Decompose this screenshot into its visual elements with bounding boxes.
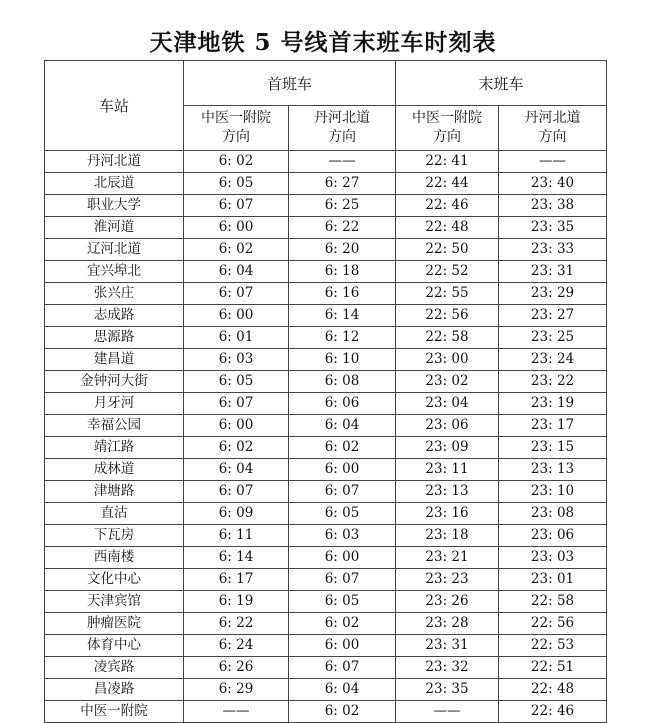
first-direction-b-cell: 6: 03 (289, 525, 396, 547)
first-direction-a-cell: 6: 00 (184, 415, 289, 437)
first-direction-b-cell: 6: 06 (289, 393, 396, 415)
last-direction-a-cell: 22: 55 (396, 283, 499, 305)
first-direction-b-cell: 6: 04 (289, 679, 396, 701)
last-direction-a-cell: 23: 35 (396, 679, 499, 701)
table-row (45, 371, 607, 393)
table-row (45, 239, 607, 261)
first-direction-b-cell: 6: 02 (289, 613, 396, 635)
last-direction-b-cell: 23: 27 (499, 305, 607, 327)
last-direction-a-cell: 22: 58 (396, 327, 499, 349)
last-direction-b-cell: 23: 38 (499, 195, 607, 217)
first-direction-b-cell: 6: 14 (289, 305, 396, 327)
table-row (45, 327, 607, 349)
station-cell: 西南楼 (45, 547, 184, 569)
first-direction-a-cell: 6: 02 (184, 437, 289, 459)
first-direction-b-cell: 6: 07 (289, 481, 396, 503)
last-direction-a-cell: 22: 56 (396, 305, 499, 327)
last-train-header: 末班车 (396, 61, 607, 106)
station-cell: 下瓦房 (45, 525, 184, 547)
first-direction-b-cell: 6: 02 (289, 701, 396, 723)
last-direction-a-cell: 22: 41 (396, 151, 499, 173)
first-direction-a-cell: 6: 17 (184, 569, 289, 591)
first-direction-a-cell: 6: 00 (184, 217, 289, 239)
station-cell: 思源路 (45, 327, 184, 349)
first-direction-b-cell: 6: 07 (289, 569, 396, 591)
last-direction-a-cell: 22: 46 (396, 195, 499, 217)
first-direction-b-cell: 6: 16 (289, 283, 396, 305)
station-cell: 职业大学 (45, 195, 184, 217)
first-direction-a-cell: 6: 26 (184, 657, 289, 679)
last-direction-a-cell: 23: 28 (396, 613, 499, 635)
last-direction-a-cell: —— (396, 701, 499, 723)
last-direction-a-cell: 23: 23 (396, 569, 499, 591)
table-row (45, 481, 607, 503)
first-train-header: 首班车 (184, 61, 396, 106)
last-direction-a-cell: 23: 21 (396, 547, 499, 569)
station-cell: 成林道 (45, 459, 184, 481)
table-row (45, 503, 607, 525)
first-direction-b-cell: 6: 04 (289, 415, 396, 437)
station-cell: 直沽 (45, 503, 184, 525)
table-row (45, 657, 607, 679)
table-row (45, 151, 607, 173)
last-direction-a-cell: 23: 11 (396, 459, 499, 481)
last-direction-b-cell: 23: 22 (499, 371, 607, 393)
last-direction-a-cell: 22: 44 (396, 173, 499, 195)
table-row (45, 569, 607, 591)
last-direction-a-cell: 23: 18 (396, 525, 499, 547)
station-cell: 金钟河大街 (45, 371, 184, 393)
first-direction-a-header: 中医一附院 方向 (184, 106, 289, 151)
first-direction-b-cell: 6: 00 (289, 547, 396, 569)
last-direction-b-cell: 23: 15 (499, 437, 607, 459)
last-direction-b-cell: 22: 51 (499, 657, 607, 679)
table-row (45, 305, 607, 327)
first-direction-a-cell: 6: 02 (184, 151, 289, 173)
last-direction-a-cell: 22: 52 (396, 261, 499, 283)
station-cell: 北辰道 (45, 173, 184, 195)
table-row (45, 591, 607, 613)
table-row (45, 261, 607, 283)
table-row (45, 393, 607, 415)
last-direction-b-header: 丹河北道 方向 (499, 106, 607, 151)
table-row (45, 173, 607, 195)
last-direction-b-cell: 23: 06 (499, 525, 607, 547)
table-row (45, 437, 607, 459)
first-direction-b-cell: 6: 18 (289, 261, 396, 283)
first-direction-a-cell: 6: 24 (184, 635, 289, 657)
last-direction-b-cell: 22: 56 (499, 613, 607, 635)
station-cell: 建昌道 (45, 349, 184, 371)
first-direction-b-cell: 6: 22 (289, 217, 396, 239)
table-row (45, 217, 607, 239)
last-direction-b-cell: —— (499, 151, 607, 173)
last-direction-b-cell: 23: 40 (499, 173, 607, 195)
first-direction-a-cell: 6: 19 (184, 591, 289, 613)
station-cell: 幸福公园 (45, 415, 184, 437)
table-row (45, 701, 607, 723)
first-direction-b-cell: 6: 20 (289, 239, 396, 261)
last-direction-a-cell: 23: 32 (396, 657, 499, 679)
first-direction-a-cell: 6: 02 (184, 239, 289, 261)
page-title: 天津地铁 5 号线首末班车时刻表 (149, 29, 497, 56)
last-direction-a-cell: 23: 09 (396, 437, 499, 459)
last-direction-b-cell: 23: 31 (499, 261, 607, 283)
first-direction-a-cell: 6: 22 (184, 613, 289, 635)
first-direction-b-cell: 6: 00 (289, 459, 396, 481)
last-direction-a-cell: 23: 00 (396, 349, 499, 371)
last-direction-b-cell: 23: 25 (499, 327, 607, 349)
first-direction-b-cell: 6: 02 (289, 437, 396, 459)
first-direction-a-cell: 6: 04 (184, 459, 289, 481)
first-direction-a-cell: 6: 01 (184, 327, 289, 349)
first-direction-a-cell: 6: 14 (184, 547, 289, 569)
last-direction-b-cell: 23: 03 (499, 547, 607, 569)
table-row (45, 349, 607, 371)
last-direction-a-header: 中医一附院 方向 (396, 106, 499, 151)
first-direction-b-cell: 6: 07 (289, 657, 396, 679)
last-direction-b-cell: 22: 58 (499, 591, 607, 613)
station-cell: 张兴庄 (45, 283, 184, 305)
last-direction-b-cell: 23: 08 (499, 503, 607, 525)
station-cell: 体育中心 (45, 635, 184, 657)
station-cell: 肿瘤医院 (45, 613, 184, 635)
last-direction-b-cell: 23: 19 (499, 393, 607, 415)
first-direction-a-cell: 6: 04 (184, 261, 289, 283)
first-direction-a-cell: 6: 07 (184, 481, 289, 503)
station-cell: 宜兴埠北 (45, 261, 184, 283)
table-row (45, 415, 607, 437)
first-direction-a-cell: 6: 00 (184, 305, 289, 327)
last-direction-b-cell: 23: 13 (499, 459, 607, 481)
table-row (45, 195, 607, 217)
first-direction-a-cell: 6: 09 (184, 503, 289, 525)
first-direction-b-cell: 6: 25 (289, 195, 396, 217)
table-row (45, 459, 607, 481)
first-direction-b-cell: 6: 00 (289, 635, 396, 657)
first-direction-a-cell: 6: 05 (184, 173, 289, 195)
first-direction-a-cell: 6: 07 (184, 283, 289, 305)
station-cell: 津塘路 (45, 481, 184, 503)
last-direction-a-cell: 23: 06 (396, 415, 499, 437)
first-direction-a-cell: —— (184, 701, 289, 723)
first-direction-b-cell: 6: 05 (289, 503, 396, 525)
last-direction-b-cell: 23: 17 (499, 415, 607, 437)
last-direction-a-cell: 23: 02 (396, 371, 499, 393)
last-direction-a-cell: 23: 26 (396, 591, 499, 613)
station-cell: 中医一附院 (45, 701, 184, 723)
last-direction-b-cell: 23: 33 (499, 239, 607, 261)
first-direction-a-cell: 6: 07 (184, 393, 289, 415)
first-direction-b-cell: 6: 08 (289, 371, 396, 393)
last-direction-a-cell: 23: 04 (396, 393, 499, 415)
last-direction-a-cell: 23: 13 (396, 481, 499, 503)
timetable (44, 60, 607, 723)
station-cell: 月牙河 (45, 393, 184, 415)
first-direction-a-cell: 6: 07 (184, 195, 289, 217)
station-cell: 淮河道 (45, 217, 184, 239)
first-direction-a-cell: 6: 11 (184, 525, 289, 547)
first-direction-b-cell: 6: 27 (289, 173, 396, 195)
station-cell: 志成路 (45, 305, 184, 327)
table-row (45, 679, 607, 701)
first-direction-b-cell: 6: 05 (289, 591, 396, 613)
table-row (45, 613, 607, 635)
last-direction-b-cell: 23: 24 (499, 349, 607, 371)
station-cell: 文化中心 (45, 569, 184, 591)
table-row (45, 635, 607, 657)
station-cell: 辽河北道 (45, 239, 184, 261)
table-row (45, 283, 607, 305)
station-cell: 天津宾馆 (45, 591, 184, 613)
table-row (45, 547, 607, 569)
last-direction-b-cell: 23: 29 (499, 283, 607, 305)
first-direction-a-cell: 6: 03 (184, 349, 289, 371)
station-cell: 昌凌路 (45, 679, 184, 701)
station-cell: 丹河北道 (45, 151, 184, 173)
first-direction-a-cell: 6: 29 (184, 679, 289, 701)
station-cell: 凌宾路 (45, 657, 184, 679)
last-direction-b-cell: 22: 48 (499, 679, 607, 701)
table-row (45, 525, 607, 547)
last-direction-a-cell: 22: 50 (396, 239, 499, 261)
first-direction-b-header: 丹河北道 方向 (289, 106, 396, 151)
timetable-body (45, 151, 607, 723)
last-direction-b-cell: 22: 46 (499, 701, 607, 723)
last-direction-a-cell: 23: 16 (396, 503, 499, 525)
last-direction-b-cell: 23: 35 (499, 217, 607, 239)
last-direction-b-cell: 23: 10 (499, 481, 607, 503)
last-direction-b-cell: 22: 53 (499, 635, 607, 657)
last-direction-a-cell: 22: 48 (396, 217, 499, 239)
first-direction-b-cell: 6: 10 (289, 349, 396, 371)
station-cell: 靖江路 (45, 437, 184, 459)
last-direction-a-cell: 23: 31 (396, 635, 499, 657)
first-direction-a-cell: 6: 05 (184, 371, 289, 393)
first-direction-b-cell: —— (289, 151, 396, 173)
first-direction-b-cell: 6: 12 (289, 327, 396, 349)
station-header: 车站 (45, 61, 184, 151)
last-direction-b-cell: 23: 01 (499, 569, 607, 591)
